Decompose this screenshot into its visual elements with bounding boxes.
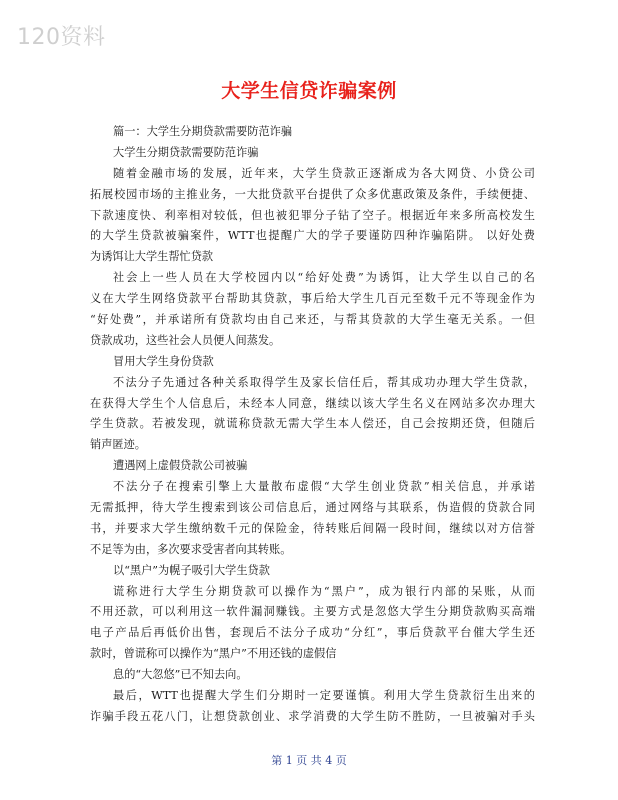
section-heading: 篇一：大学生分期贷款需要防范诈骗 <box>113 125 293 138</box>
paragraph-line: 社会上一些人员在大学校园内以“给好处费”为诱饵，让大学生以自己的名 <box>113 271 535 285</box>
paragraph-line: 书，并要求大学生缴纳数千元的保险金，待转账后间隔一段时间，继续以对方信誉 <box>90 521 535 535</box>
paragraph-line: 的大学生贷款被骗案件，WTT也提醒广大的学子要谨防四种诈骗陷阱。 以好处费 <box>90 229 535 243</box>
document-body <box>90 122 535 728</box>
paragraph-line: 随着金融市场的发展，近年来，大学生贷款正逐渐成为各大网贷、小贷公司 <box>113 166 535 180</box>
paragraph-line: 谎称进行大学生分期贷款可以操作为“黑户”，成为银行内部的呆账，从而 <box>113 584 535 598</box>
document-title: 大学生信贷诈骗案例 <box>221 80 397 102</box>
paragraph-line: 义在大学生网络贷款平台帮助其贷款，事后给大学生几百元至数千元不等现金作为 <box>90 292 535 306</box>
paragraph-line: 不足等为由，多次要求受害者向其转账。 <box>90 542 292 556</box>
paragraph-line: “好处费”，并承诺所有贷款均由自己来还，与帮其贷款的大学生毫无关系。一但 <box>90 313 535 327</box>
paragraph-line: 息的“大忽悠”已不知去向。 <box>113 668 248 682</box>
subheading: 以“黑户”为幌子吸引大学生贷款 <box>113 563 270 577</box>
watermark-logo: 120资料 <box>17 25 106 50</box>
subheading: 大学生分期贷款需要防范诈骗 <box>113 145 259 159</box>
paragraph-line: 无需抵押，待大学生搜索到该公司信息后，通过网络与其联系，伪造假的贷款合同 <box>90 501 535 515</box>
subheading: 冒用大学生身份贷款 <box>113 354 214 368</box>
paragraph-line: 不法分子先通过各种关系取得学生及家长信任后，帮其成功办理大学生贷款， <box>113 375 535 389</box>
paragraph-line: 不法分子在搜索引擎上大量散布虚假“大学生创业贷款”相关信息，并承诺 <box>113 480 535 494</box>
paragraph-line: 款时，曾谎称可以操作为“黑户”不用还钱的虚假信 <box>90 647 337 661</box>
subheading: 遭遇网上虚假贷款公司被骗 <box>113 459 248 473</box>
paragraph-line: 贷款成功，这些社会人员便人间蒸发。 <box>90 333 281 347</box>
paragraph-line: 学生贷款。若被发现，就谎称贷款无需大学生本人偿还，自己会按期还贷，但随后 <box>90 417 535 431</box>
paragraph-line: 拓展校园市场的主推业务，一大批贷款平台提供了众多优惠政策及条件，手续便捷、 <box>90 187 535 201</box>
paragraph-line: 为诱饵让大学生帮忙贷款 <box>90 250 214 264</box>
paragraph-line: 在获得大学生个人信息后，未经本人同意，继续以该大学生名义在网站多次办理大 <box>90 396 535 410</box>
paragraph-line: 销声匿迹。 <box>90 438 146 452</box>
paragraph-line: 下款速度快、利率相对较低，但也被犯罪分子钻了空子。根据近年来多所高校发生 <box>90 208 535 222</box>
paragraph-line: 最后，WTT也提醒大学生们分期时一定要谨慎。利用大学生贷款衍生出来的 <box>113 689 535 703</box>
paragraph-line: 电子产品后再低价出售，套现后不法分子成功“分红”，事后贷款平台催大学生还 <box>90 626 535 640</box>
paragraph-line: 不用还款，可以利用这一软件漏洞赚钱。主要方式是忽悠大学生分期贷款购买高端 <box>90 605 535 619</box>
page-number: 第 1 页 共 4 页 <box>271 754 347 767</box>
paragraph-line: 诈骗手段五花八门，让想贷款创业、求学消费的大学生防不胜防，一旦被骗对手头 <box>90 709 535 723</box>
